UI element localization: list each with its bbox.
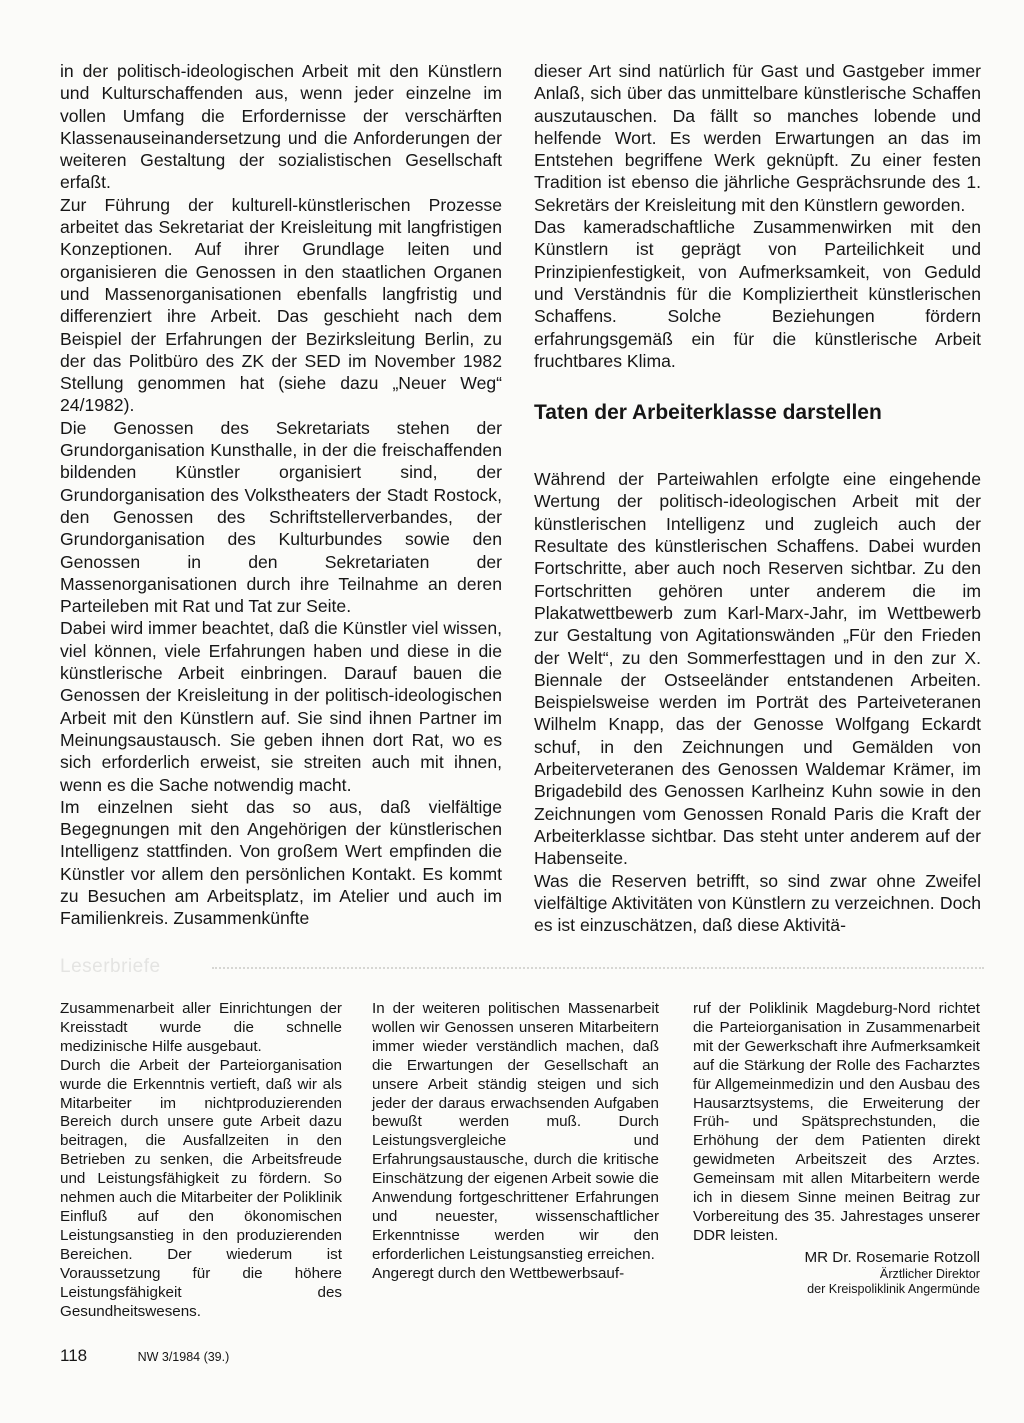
signature-name: MR Dr. Rosemarie Rotzoll xyxy=(804,1248,980,1266)
article-paragraph: Im einzelnen sieht das so aus, daß vielfältige Begegnungen mit den Angehörigen der künstlerischen Intelligenz stattfinden. Von großem Wert empfinden die Künstler vor allem den persönlichen Kontakt. Es kommt zu Besuchen am Arbeitsplatz, im Atelier und auch im Familienkreis. Zusammenkünfte xyxy=(60,796,502,929)
letters-column-1 xyxy=(60,1000,342,1321)
letter-paragraph: Angeregt durch den Wettbewerbsauf- xyxy=(372,1264,625,1282)
letter-paragraph: ruf der Poliklinik Magdeburg-Nord richtet die Parteiorganisation in Zusammenarbeit mit der Gewerkschaft ihre Aufmerksamkeit auf die Stärkung der Rolle des Facharztes für Allgemeinmedizin und den Ausbau des Hausarztsystems, die Erweiterung der Früh- und Spätsprechstunden, die Erhöhung der dem Patienten direkt gewidmeten Arbeitszeit des Arztes. Gemeinsam mit allen Mitarbeitern werde ich in diesem Sinne meinen Beitrag zur Vorbereitung des 35. Jahrestages unserer DDR leisten. xyxy=(693,1000,980,1244)
page-number: 118 xyxy=(60,1346,88,1365)
article-paragraph: Was die Reserven betrifft, so sind zwar ohne Zweifel vielfältige Aktivitäten von Künstlern zu verzeichnen. Doch es ist einzuschätzen, daß diese Aktivitä- xyxy=(534,870,981,936)
article-paragraph: Dabei wird immer beachtet, daß die Künstler viel wissen, viel können, viele Erfahrungen haben und diese in die künstlerische Arbeit einbringen. Darauf bauen die Genossen der Kreisleitung in der politisch-ideologischen Arbeit mit den Künstlern auf. Sie sind ihnen Partner im Meinungsaustausch. Sie geben ihnen dort Rat, wo es sich erforderlich erweist, sie streiten auch mit ihnen, wenn es die Sache notwendig macht. xyxy=(60,618,502,795)
signature-title: Ärztlicher Direktor xyxy=(879,1266,980,1281)
issue-reference: NW 3/1984 (39.) xyxy=(137,1350,230,1364)
article-paragraph: Die Genossen des Sekretariats stehen der Grundorganisation Kunsthalle, in der die freischaffenden bildenden Künstler organisiert sind, der Grundorganisation des Volkstheaters der Stadt Rostock, den Genossen des Schriftstellerverbandes, der Grundorganisation des Kulturbundes sowie den Genossen in den Sekretariaten der Massenorganisationen durch ihre Teilnahme an deren Parteileben mit Rat und Tat zur Seite. xyxy=(60,417,502,617)
letters-column-2 xyxy=(372,1000,659,1284)
article-column-left xyxy=(60,60,502,930)
letter-paragraph: Zusammenarbeit aller Einrichtungen der Kreisstadt wurde die schnelle medizinische Hilfe ausgebaut. xyxy=(60,1000,342,1055)
letters-column-3 xyxy=(693,1000,980,1297)
article-column-right xyxy=(534,60,981,936)
section-heading: Taten der Arbeiterklasse darstellen xyxy=(534,401,882,425)
letters-section-divider xyxy=(60,958,984,978)
article-paragraph: dieser Art sind natürlich für Gast und Gastgeber immer Anlaß, sich über das unmittelbare künstlerische Schaffen auszutauschen. Da fällt so manches lobende und helfende Wort. Es werden Erwartungen an das im Entstehen begriffene Werk geknüpft. Zu einer festen Tradition ist ebenso die jährliche Gesprächsrunde des 1. Sekretärs der Kreisleitung mit den Künstlern geworden. xyxy=(534,61,981,215)
letter-signature xyxy=(693,1248,980,1297)
page-footer xyxy=(60,1346,229,1366)
article-paragraph: Das kameradschaftliche Zusammenwirken mit den Künstlern ist geprägt von Parteilichkeit und Prinzipienfestigkeit, von Aufmerksamkeit, von Geduld und Verständnis für die Kompliziertheit künstlerischen Schaffens. Solche Beziehungen fördern erfahrungsgemäß ein für die künstlerische Arbeit fruchtbares Klima. xyxy=(534,217,981,371)
article-paragraph: Während der Parteiwahlen erfolgte eine eingehende Wertung der politisch-ideologischen Arbeit mit der künstlerischen Intelligenz und zugleich auch der Resultate des künstlerischen Schaffens. Dabei wurden Fortschritte, aber auch noch Reserven sichtbar. Zu den Fortschritten gehören unter anderem die im Plakatwettbewerb zum Karl-Marx-Jahr, im Wettbewerb zur Gestaltung von Agitationswänden „Für den Frieden der Welt“, zu den Sommerfesttagen und in den zur X. Biennale der Ostseeländer entstandenen Arbeiten. Beispielsweise werden im Porträt des Parteiveteranen Wilhelm Knapp, das der Genosse Wolfgang Eckardt schuf, in den Zeichnungen und Gemälden von Arbeiterveteranen des Genossen Waldemar Krämer, im Brigadebild des Genossen Karlheinz Kuhn sowie in den Zeichnungen vom Genossen Ronald Paris die Kraft der Arbeiterklasse sichtbar. Das steht unter anderem auf der Habenseite. xyxy=(534,469,981,869)
letter-paragraph: In der weiteren politischen Massenarbeit wollen wir Genossen unseren Mitarbeitern immer wieder verständlich machen, daß die Erwartungen der Gesellschaft an unsere Arbeit ständig steigen und sich jeder der daraus erwachsenden Aufgaben bewußt werden muß. Durch Leistungsvergleiche und Erfahrungsaustausche, durch die kritische Einschätzung der eigenen Arbeit sowie die Anwendung fortgeschrittener Erfahrungen und neuester, wissenschaftlicher Erkenntnisse werden wir den erforderlichen Leistungsanstieg erreichen. xyxy=(372,1000,659,1263)
letter-paragraph: Durch die Arbeit der Parteiorganisation wurde die Erkenntnis vertieft, daß wir als Mitarbeiter im nichtproduzierenden Bereich durch unsere gute Arbeit dazu beitragen, die Ausfallzeiten in den Betrieben zu senken, die Arbeitsfreude und Leistungsfähigkeit zu fördern. So nehmen auch die Mitarbeiter der Poliklinik Einfluß auf den ökonomischen Leistungsanstieg in den produzierenden Bereichen. Der wiederum ist Voraussetzung für die höhere Leistungsfähigkeit des Gesundheitswesens. xyxy=(60,1056,342,1320)
divider-rule xyxy=(212,967,984,969)
signature-institution: der Kreispoliklinik Angermünde xyxy=(807,1281,980,1296)
article-paragraph: in der politisch-ideologischen Arbeit mit den Künstlern und Kulturschaffenden aus, wenn jeder einzelne im vollen Umfang die Erfordernisse der verschärften Klassenauseinandersetzung und die Anforderungen der weiteren Gestaltung der sozialistischen Gesellschaft erfaßt. xyxy=(60,61,502,193)
letters-section-label: Leserbriefe xyxy=(60,956,161,977)
article-paragraph: Zur Führung der kulturell-künstlerischen Prozesse arbeitet das Sekretariat der Kreisleitung mit langfristigen Konzeptionen. Auf ihrer Grundlage leiten und organisieren die Genossen in den staatlichen Organen und Massenorganisationen ebenfalls langfristig und differenziert ihre Arbeit. Das geschieht nach dem Beispiel der Erfahrungen der Bezirksleitung Berlin, zu der das Politbüro des ZK der SED im November 1982 Stellung genommen hat (siehe dazu „Neuer Weg“ 24/1982). xyxy=(60,194,502,416)
